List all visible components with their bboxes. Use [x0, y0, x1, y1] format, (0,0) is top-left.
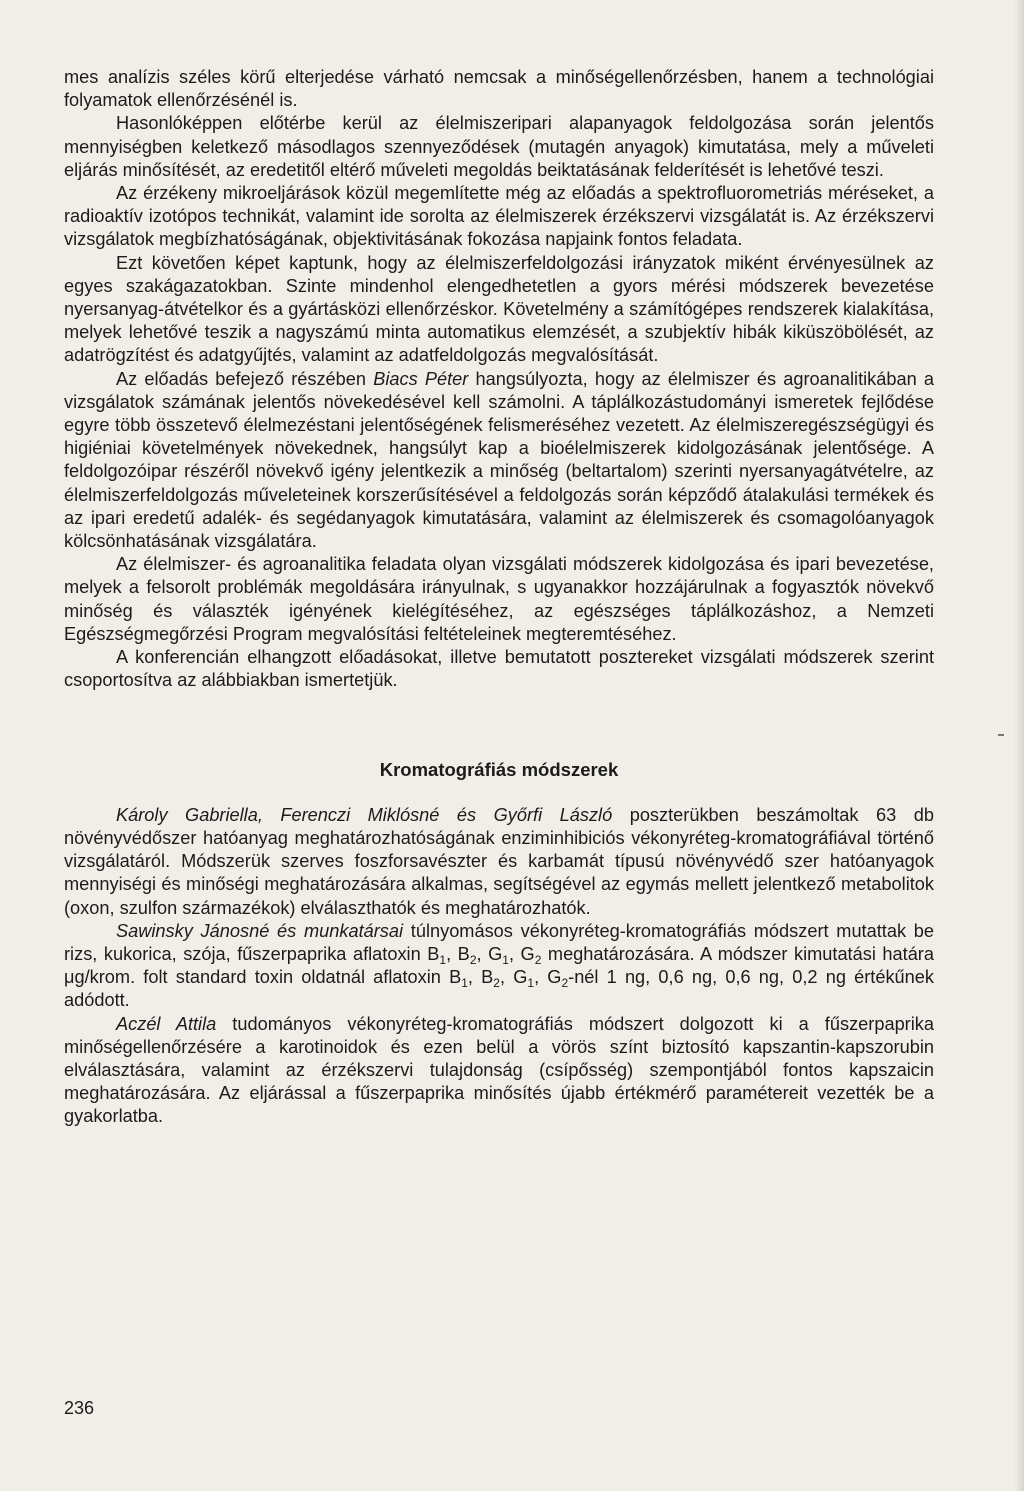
subscript: 2 [534, 952, 542, 967]
subscript: 2 [561, 976, 569, 991]
paragraph-secondary-contaminants: Hasonlóképpen előtérbe kerül az élelmiszeripari alapanyagok feldolgozása során jelentős mennyiségben keletkező másodlagos szennyeződések (mutagén anyagok) kimutatása, mely a műveleti eljárás minősítését, az eredetitől eltérő műveleti megoldás beiktatásának felderítését is lehetővé teszi. [64, 113, 934, 180]
entry-text: meghatározására. A módszer kimutatási határa μg/krom. folt standard toxin oldatnál aflatoxin B [64, 943, 934, 988]
page-body [64, 66, 934, 1129]
subscript: 1 [461, 976, 468, 991]
entry-text: túlnyomásos vékonyréteg-kromatográfiás módszert mutattak be rizs, kukorica, szója, fűszerpaprika aflatoxin B [64, 920, 934, 964]
paragraph-micro-methods: Az érzékeny mikroeljárások közül megemlítette még az előadás a spektrofluorometriás méréseket, a radioaktív izotópos technikát, valamint ide sorolta az élelmiszerek érzékszervi vizsgálatát is. Az érzékszervi vizsgálatok megbízhatóságának, objektivitásának fokozása napjaink fontos feladata. [64, 183, 934, 250]
entry-authors: Aczél Attila [116, 1013, 217, 1034]
entry-text: -nél 1 ng, 0,6 ng, 0,6 ng, 0,2 ng értékűnek adódott. [64, 967, 934, 1011]
paragraph-industry-trends: Ezt követően képet kaptunk, hogy az élelmiszerfeldolgozási irányzatok miként érvényesülnek az egyes szakágazatokban. Szinte mindenhol elengedhetetlen a gyors mérési módszerek bevezetése nyersanyag-átvételkor és a gyártásközi ellenőrzéskor. Követelmény a számítógépes rendszerek kialakítása, melyek lehetővé teszik a nagyszámú minta automatikus elemzését, a szubjektív hibák kiküszöbölését, az adatrögzítést és adatgyűjtés, valamint az adatfeldolgozás megvalósítását. [64, 252, 934, 366]
paragraph-biacs [64, 368, 934, 554]
entry-text: , G [534, 967, 562, 988]
page-edge-shadow [1014, 0, 1024, 1491]
entry-authors: Sawinsky Jánosné és munkatársai [116, 920, 404, 941]
paragraph-continuation: mes analízis széles körű elterjedése várható nemcsak a minőségellenőrzésben, hanem a technológiai folyamatok ellenőrzésénél is. [64, 67, 934, 111]
paragraph-agroanalytics-task: Az élelmiszer- és agroanalitika feladata olyan vizsgálati módszerek kidolgozása és ipari bevezetése, melyek a felsorolt problémák megoldására irányulnak, s ugyanakkor hozzájárulnak a fogyasztók növekvő minőség és választék igényének kielégítéséhez, az egészséges táplálkozáshoz, a Nemzeti Egészségmegőrzési Program megvalósítási feltételeinek megteremtéséhez. [64, 554, 934, 644]
page-number: 236 [64, 1398, 95, 1418]
subscript: 2 [469, 952, 477, 967]
subscript: 1 [527, 976, 535, 991]
entry-text: poszterükben beszámoltak 63 db növényvédőszer hatóanyag meghatározhatóságának enziminhibiciós vékonyréteg-kromatográfiával történő vizsgálatáról. Módszerük szerves foszforsavészter és karbamát típusú növényvédő szer hatóanyagok mennyiségi és minőségi meghatározására alkalmas, segítségével az egymás mellett jelentkező metabolitok (oxon, szulfon származékok) elválaszthatók és meghatározhatók. [64, 804, 934, 918]
subscript: 1 [439, 952, 447, 967]
entry-text: , B [467, 967, 494, 988]
person-name: Biacs Péter [373, 368, 469, 389]
entry-karoly [64, 804, 934, 920]
entry-text: , G [476, 943, 503, 964]
subscript: 2 [493, 976, 500, 991]
subscript: 1 [502, 952, 509, 967]
entry-text: , B [446, 943, 470, 964]
entry-sawinsky [64, 920, 934, 1013]
text-run: Az előadás befejező részében [116, 368, 374, 389]
entry-aczel [64, 1013, 934, 1129]
paragraph-conference-summary: A konferencián elhangzott előadásokat, illetve bemutatott posztereket vizsgálati módszerek szerint csoportosítva az alábbiakban ismertetjük. [64, 647, 934, 691]
entry-text: tudományos vékonyréteg-kromatográfiás módszert dolgozott ki a fűszerpaprika minőségellenőrzésére a karotinoidok és ezen belül a vörös színt biztosító kapszantin-kapszorubin elválasztására, valamint az érzékszervi tulajdonság (csípősség) szempontjából fontos kapszaicin meghatározására. Az eljárással a fűszerpaprika minősítés újabb értékmérő paramétereit vezették be a gyakorlatba. [64, 1013, 934, 1127]
text-run: hangsúlyozta, hogy az élelmiszer és agroanalitikában a vizsgálatok számának jelentős növekedésével kell számolni. A táplálkozástudományi ismeretek fejlődése egyre több összetevő élelmezéstani jelentőségének felismeréséhez vezetett. Az élelmiszeregészségügyi és higiéniai követelmények növekednek, hangsúlyt kap a bioélelmiszerek kidolgozásának jelentősége. A feldolgozóipar részéről növekvő igény jelentkezik a minőség (beltartalom) szerinti nyersanyagátvételre, az élelmiszerfeldolgozás műveleteinek korszerűsítésével a feldolgozás során képződő átalakulási termékek és az ipari eredetű adalék- és segédanyagok kimutatására, valamint az élelmiszerek és csomagolóanyagok kölcsönhatásának vizsgálatára. [64, 368, 935, 552]
margin-mark [998, 734, 1004, 736]
entry-text: , G [499, 967, 528, 988]
entry-text: , G [508, 943, 535, 964]
entry-authors: Károly Gabriella, Ferenczi Miklósné és Győrfi László [116, 804, 613, 825]
section-heading: Kromatográfiás módszerek [379, 759, 619, 781]
